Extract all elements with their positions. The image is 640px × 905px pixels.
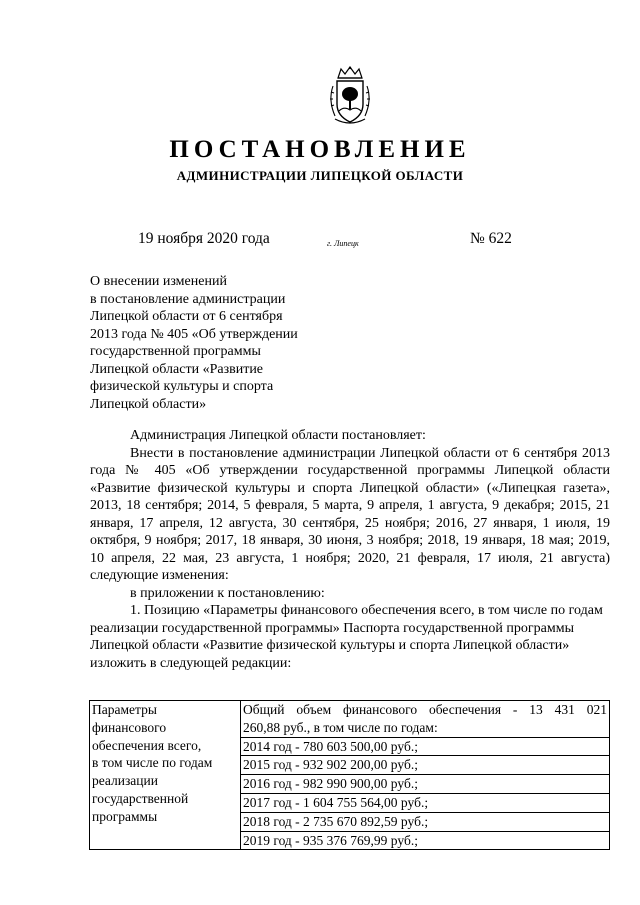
document-number: № 622 — [470, 230, 512, 247]
subject-line: физической культуры и спорта — [90, 379, 274, 394]
subject-line: О внесении изменений — [90, 274, 227, 289]
label-line: финансового — [92, 719, 167, 735]
document-subtitle: АДМИНИСТРАЦИИ ЛИПЕЦКОЙ ОБЛАСТИ — [176, 168, 464, 183]
document-subject — [90, 273, 390, 413]
label-line: обеспечения всего, — [92, 737, 202, 753]
document-date: 19 ноября 2020 года — [138, 230, 270, 247]
subject-line: государственной программы — [90, 344, 261, 359]
label-line: в том числе по годам — [92, 755, 213, 771]
subject-line: Липецкой области от 6 сентября — [90, 309, 283, 324]
subject-line: 2013 года № 405 «Об утверждении — [90, 326, 298, 342]
label-line: программы — [92, 808, 158, 824]
body-paragraph: Администрация Липецкой области постановляет: — [130, 428, 426, 443]
table-label-cell — [90, 701, 241, 850]
body-paragraph: в приложении к постановлению: — [130, 585, 325, 601]
content-line: 2017 год - 1 604 755 564,00 руб.; — [241, 794, 609, 813]
document-title: ПОСТАНОВЛЕНИЕ — [169, 136, 471, 163]
label-line: реализации — [92, 773, 158, 789]
subject-line: в постановление администрации — [90, 291, 286, 307]
coat-of-arms-icon — [327, 66, 373, 128]
content-line: Общий объем финансового обеспечения - 13 431 021 — [243, 702, 607, 717]
subject-line: Липецкой области «Развитие — [90, 361, 264, 377]
subject-line: Липецкой области» — [90, 396, 207, 412]
content-line: 2016 год - 982 990 900,00 руб.; — [241, 775, 609, 794]
body-paragraph: 1. Позицию «Параметры финансового обеспечения всего, в том числе по годам реализации государственной программы» Паспорта государственной программы Липецкой области «Развитие физической культуры и спорта Липецкой области» изложить в следующей редакции: — [90, 603, 603, 671]
content-line: 2014 год - 780 603 500,00 руб.; — [241, 738, 609, 757]
financing-parameters-table — [89, 700, 610, 850]
table-content-cell — [241, 701, 610, 850]
document-body — [90, 427, 610, 672]
label-line: Параметры — [92, 702, 157, 717]
document-city: г. Липецк — [327, 239, 359, 248]
content-line: 2015 год - 932 902 200,00 руб.; — [241, 756, 609, 775]
body-paragraph: Внести в постановление администрации Липецкой области от 6 сентября 2013 года № 405 «Об утверждении государственной программы Липецкой области «Развитие физической культуры и спорта Липецкой области» («Липецкая газета», 2013, 18 сентября; 2014, 5 февраля, 5 марта, 9 апреля, 1 августа, 9 декабря; 2015, 21 января, 17 апреля, 12 августа, 30 сентября, 25 ноября; 2016, 27 января, 1 июля, 19 октября, 9 ноября; 2017, 18 января, 30 июня, 3 ноября; 2018, 19 января, 18 мая; 2019, 10 апреля, 22 мая, 23 августа, 1 ноября; 2020, 21 февраля, 17 июля, 21 августа) следующие изменения: — [90, 445, 610, 583]
content-line: 260,88 руб., в том числе по годам: — [241, 719, 609, 738]
content-line: 2019 год - 935 376 769,99 руб.; — [243, 832, 418, 848]
content-line: 2018 год - 2 735 670 892,59 руб.; — [241, 813, 609, 832]
label-line: государственной — [92, 790, 189, 806]
table-row — [90, 701, 610, 850]
